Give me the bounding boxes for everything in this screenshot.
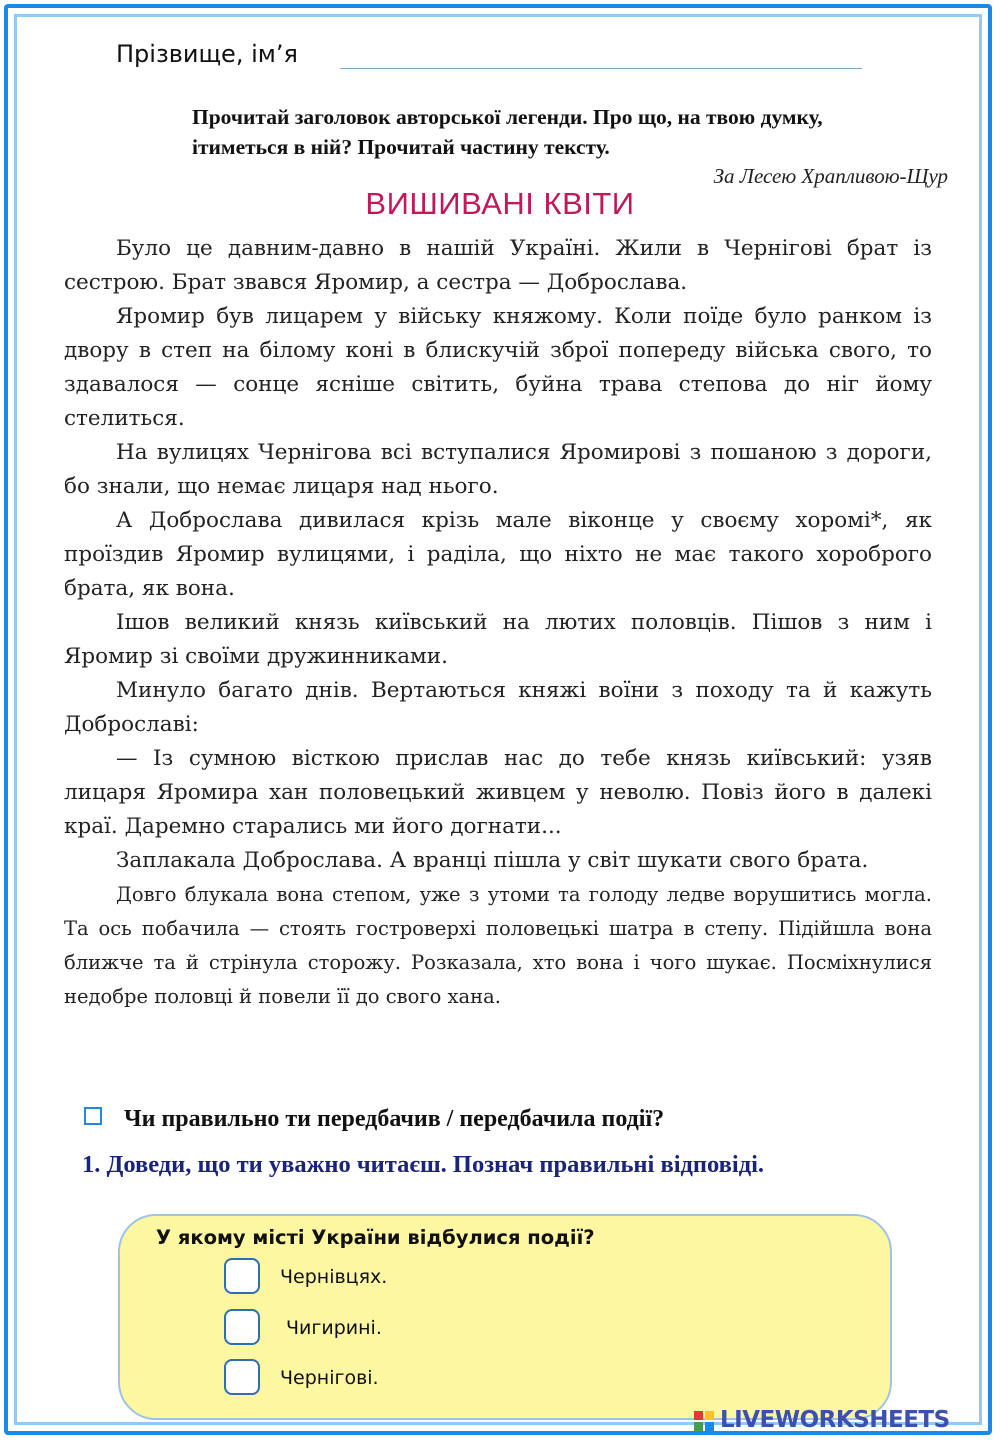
liveworksheets-logo-icon bbox=[694, 1411, 714, 1431]
option-label: Чигирині. bbox=[286, 1317, 382, 1339]
prediction-question-text: Чи правильно ти передбачив / передбачила події? bbox=[124, 1106, 665, 1132]
option-checkbox[interactable] bbox=[224, 1309, 260, 1345]
instruction-line-2: ітиметься в ній? Прочитай частину тексту. bbox=[192, 135, 610, 159]
option-label: Чернівцях. bbox=[280, 1266, 388, 1288]
story-paragraph: Заплакала Доброслава. А вранці пішла у світ шукати свого брата. bbox=[116, 848, 869, 873]
option-label: Чернігові. bbox=[280, 1367, 379, 1389]
liveworksheets-wordmark: LIVEWORKSHEETS bbox=[720, 1407, 950, 1433]
name-input-line[interactable] bbox=[340, 68, 862, 69]
story-paragraph: Минуло багато днів. Вертаються княжі воїни з походу та й кажуть Доброславі: bbox=[64, 678, 932, 737]
checkbox-bullet-icon bbox=[84, 1107, 102, 1125]
quiz-panel bbox=[118, 1214, 892, 1420]
option-checkbox[interactable] bbox=[224, 1258, 260, 1294]
instruction-line-1: Прочитай заголовок авторської легенди. Про що, на твою думку, bbox=[192, 105, 823, 129]
story-paragraph: На вулицях Чернігова всі вступалися Яромирові з пошаною з дороги, бо знали, що немає лицаря над нього. bbox=[64, 440, 932, 499]
story-paragraph: А Доброслава дивилася крізь мале віконце у своєму хоромі*, як проїздив Яромир вулицями, і раділа, що ніхто не має такого хороброго брата, як вона. bbox=[64, 508, 932, 601]
author-credit: За Лесею Храпливою-Щур bbox=[713, 164, 948, 188]
name-label: Прізвище, ім’я bbox=[116, 40, 298, 68]
story-paragraph: Було це давним-давно в нашій Україні. Жили в Чернігові брат із сестрою. Брат звався Яромир, а сестра — Доброслава. bbox=[64, 236, 932, 295]
story-paragraph: — Із сумною вісткою прислав нас до тебе князь київський: узяв лицаря Яромира хан половецький живцем у неволю. Повіз його в далекі краї. Даремно старались ми його догнати... bbox=[64, 746, 932, 839]
task-heading: 1. Доведи, що ти уважно читаєш. Познач правильні відповіді. bbox=[82, 1151, 765, 1178]
quiz-question: У якому місті України відбулися події? bbox=[156, 1226, 595, 1249]
story-title: ВИШИВАНІ КВІТИ bbox=[365, 186, 635, 221]
story-text bbox=[64, 232, 932, 1014]
story-paragraph: Ішов великий князь київський на лютих половців. Пішов з ним і Яромир зі своїми дружинниками. bbox=[64, 610, 932, 669]
option-checkbox[interactable] bbox=[224, 1359, 260, 1395]
story-paragraph: Яромир був лицарем у війську княжому. Коли поїде було ранком із двору в степ на білому коні в блискучій зброї попереду війська свого, то здавалося — сонце ясніше світить, буйна трава степова до ніг йому стелиться. bbox=[64, 304, 932, 431]
prediction-question bbox=[84, 1106, 664, 1133]
reading-instruction bbox=[192, 102, 962, 162]
story-paragraph: Довго блукала вона степом, уже з утоми та голоду ледве ворушитись могла. Та ось побачила — стоять гостроверхі половецькі шатра в степу. Підійшла вона ближче та й стрінула сторожу. Розказала, хто вона і чого шукає. Посміхнулися недобре половці й повели її до свого хана. bbox=[64, 883, 932, 1008]
